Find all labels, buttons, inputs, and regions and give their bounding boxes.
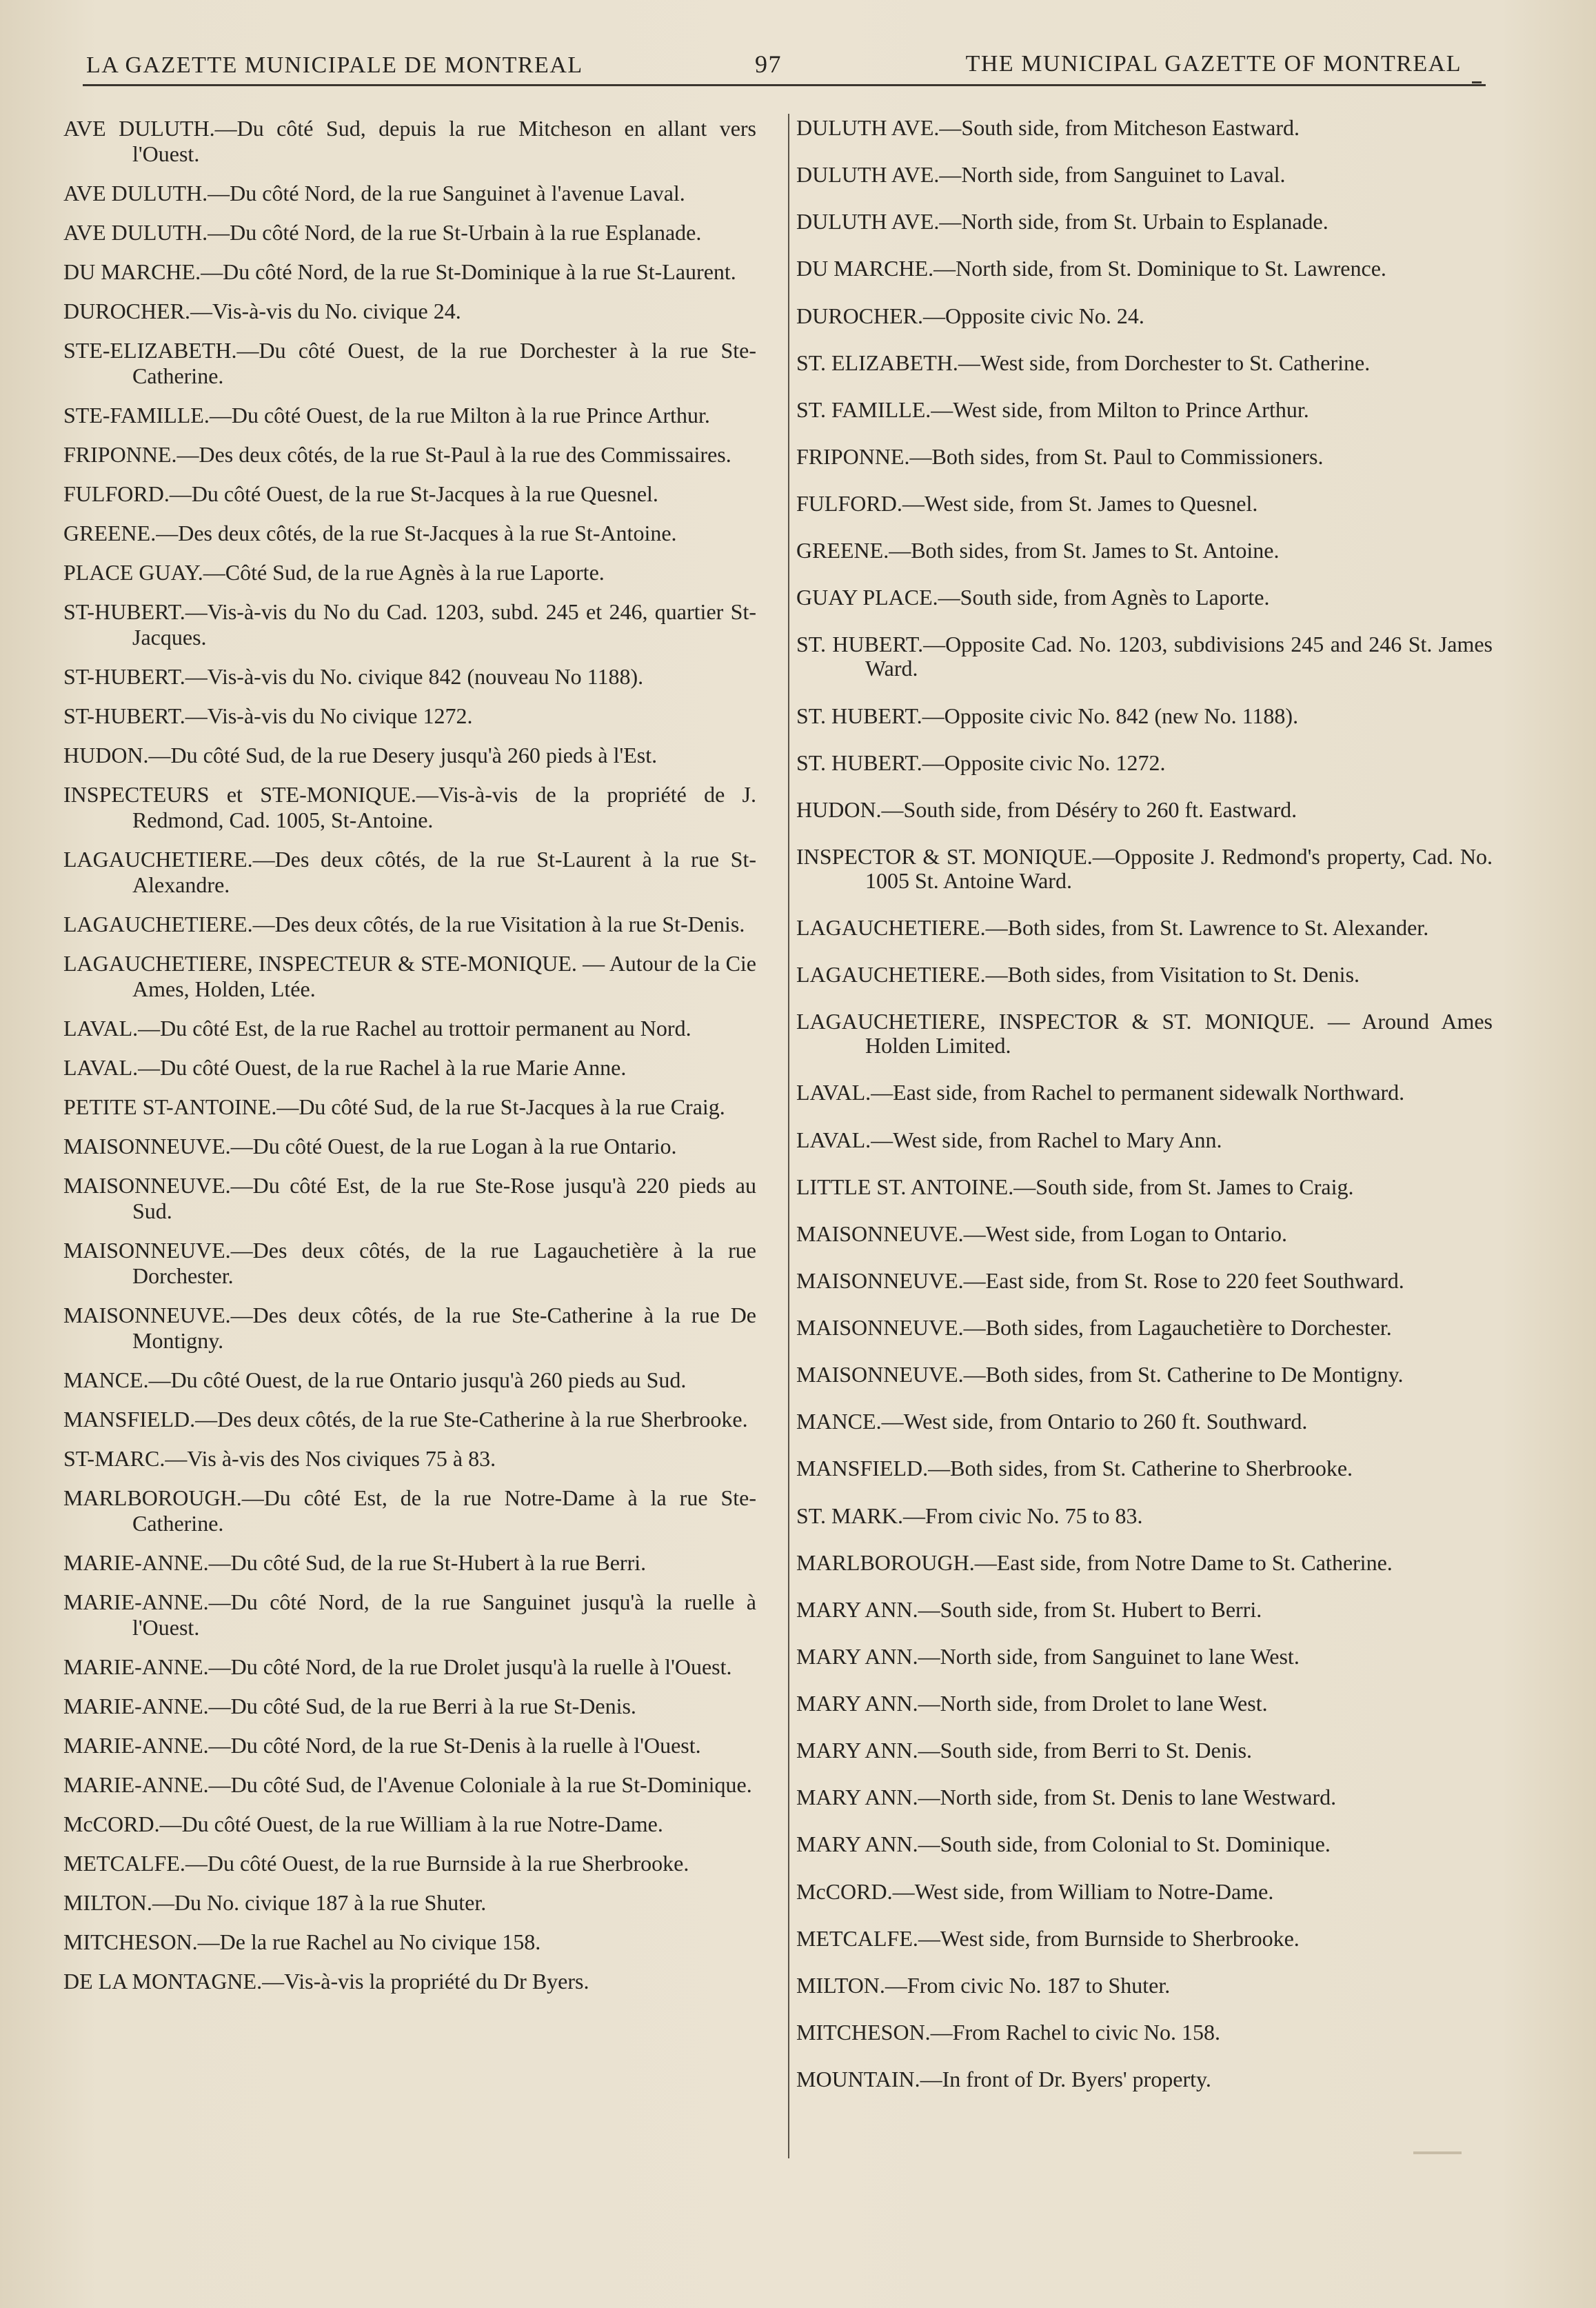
french-entry: LAVAL.—Du côté Ouest, de la rue Rachel à la rue Marie Anne. [63,1055,627,1080]
french-entry: MILTON.—Du No. civique 187 à la rue Shuter. [63,1890,487,1915]
english-entry: LAVAL.—West side, from Rachel to Mary Ann. [796,1127,1222,1152]
english-entry: LAGAUCHETIERE, INSPECTOR & ST. MONIQUE. — Around Ames Holden Limited. [796,1009,1493,1058]
french-entry: MAISONNEUVE.—Du côté Est, de la rue Ste-Rose jusqu'à 220 pieds au Sud. [63,1173,756,1223]
french-entry: METCALFE.—Du côté Ouest, de la rue Burnside à la rue Sherbrooke. [63,1851,689,1876]
french-column [63,116,756,1995]
english-entry: MARY ANN.—North side, from St. Denis to lane Westward. [796,1785,1337,1810]
french-entry: MARIE-ANNE.—Du côté Sud, de l'Avenue Coloniale à la rue St-Dominique. [63,1772,752,1797]
english-entry: FULFORD.—West side, from St. James to Quesnel. [796,491,1258,516]
french-entry: FRIPONNE.—Des deux côtés, de la rue St-Paul à la rue des Commissaires. [63,442,731,467]
french-entry: FULFORD.—Du côté Ouest, de la rue St-Jacques à la rue Quesnel. [63,481,658,506]
french-entry: MARIE-ANNE.—Du côté Nord, de la rue Drolet jusqu'à la ruelle à l'Ouest. [63,1654,732,1679]
english-entry: MOUNTAIN.—In front of Dr. Byers' property. [796,2067,1211,2091]
french-entry: MARIE-ANNE.—Du côté Sud, de la rue Berri à la rue St-Denis. [63,1694,636,1718]
french-entry: MANSFIELD.—Des deux côtés, de la rue Ste-Catherine à la rue Sherbrooke. [63,1407,748,1432]
french-entry: MAISONNEUVE.—Du côté Ouest, de la rue Logan à la rue Ontario. [63,1134,677,1158]
french-entry: ST-MARC.—Vis à-vis des Nos civiques 75 à 83. [63,1446,496,1471]
page-number: 97 [755,50,782,78]
english-entry: ST. HUBERT.—Opposite civic No. 842 (new No. 1188). [796,703,1299,728]
english-entry: MAISONNEUVE.—West side, from Logan to Ontario. [796,1221,1287,1246]
english-entry: MANCE.—West side, from Ontario to 260 ft. Southward. [796,1409,1308,1434]
french-entry: DU MARCHE.—Du côté Nord, de la rue St-Dominique à la rue St-Laurent. [63,259,736,284]
english-entry: MARY ANN.—South side, from Berri to St. Denis. [796,1738,1253,1763]
french-entry: ST-HUBERT.—Vis-à-vis du No. civique 842 (nouveau No 1188). [63,664,644,689]
english-entry: ST. HUBERT.—Opposite Cad. No. 1203, subdivisions 245 and 246 St. James Ward. [796,632,1493,681]
english-entry: MILTON.—From civic No. 187 to Shuter. [796,1972,1171,1998]
english-entry: INSPECTOR & ST. MONIQUE.—Opposite J. Redmond's property, Cad. No. 1005 St. Antoine Ward. [796,843,1493,893]
header-title-english: THE MUNICIPAL GAZETTE OF MONTREAL [965,51,1462,77]
french-entry: DUROCHER.—Vis-à-vis du No. civique 24. [63,299,461,323]
french-entry: MANCE.—Du côté Ouest, de la rue Ontario jusqu'à 260 pieds au Sud. [63,1367,687,1392]
english-entry: MARY ANN.—North side, from Drolet to lane West. [796,1691,1268,1716]
header-title-french: LA GAZETTE MUNICIPALE DE MONTREAL [86,52,583,78]
english-entry: ST. FAMILLE.—West side, from Milton to Prince Arthur. [796,397,1309,422]
french-entry: McCORD.—Du côté Ouest, de la rue William à la rue Notre-Dame. [63,1812,663,1836]
english-entry: ST. MARK.—From civic No. 75 to 83. [796,1503,1143,1528]
french-entry: LAGAUCHETIERE, INSPECTEUR & STE-MONIQUE. — Autour de la Cie Ames, Holden, Ltée. [63,951,756,1001]
printer-mark [1413,2151,1462,2154]
french-entry: AVE DULUTH.—Du côté Sud, depuis la rue Mitcheson en allant vers l'Ouest. [63,116,756,166]
english-column [796,116,1493,2093]
french-entry: ST-HUBERT.—Vis-à-vis du No du Cad. 1203, subd. 245 et 246, quartier St-Jacques. [63,599,756,650]
french-entry: MARIE-ANNE.—Du côté Nord, de la rue Sanguinet jusqu'à la ruelle à l'Ouest. [63,1589,756,1640]
page-header [83,48,1462,83]
english-entry: MARY ANN.—South side, from Colonial to St. Dominique. [796,1832,1331,1857]
header-rule [83,84,1486,86]
english-entry: MAISONNEUVE.—Both sides, from Lagauchetière to Dorchester. [796,1315,1392,1340]
english-entry: MANSFIELD.—Both sides, from St. Catherine to Sherbrooke. [796,1456,1353,1481]
column-divider [788,114,789,2158]
french-entry: LAVAL.—Du côté Est, de la rue Rachel au trottoir permanent au Nord. [63,1016,691,1041]
french-entry: DE LA MONTAGNE.—Vis-à-vis la propriété du Dr Byers. [63,1969,589,1994]
english-entry: LAVAL.—East side, from Rachel to permanent sidewalk Northward. [796,1080,1405,1105]
english-entry: GREENE.—Both sides, from St. James to St. Antoine. [796,538,1280,563]
french-entry: MARIE-ANNE.—Du côté Nord, de la rue St-Denis à la ruelle à l'Ouest. [63,1733,701,1758]
english-entry: MARY ANN.—South side, from St. Hubert to Berri. [796,1596,1262,1622]
english-entry: DULUTH AVE.—North side, from Sanguinet to Laval. [796,162,1286,188]
french-entry: GREENE.—Des deux côtés, de la rue St-Jacques à la rue St-Antoine. [63,521,677,545]
english-entry: HUDON.—South side, from Déséry to 260 ft. Eastward. [796,796,1297,822]
french-entry: MARIE-ANNE.—Du côté Sud, de la rue St-Hubert à la rue Berri. [63,1550,647,1575]
french-entry: HUDON.—Du côté Sud, de la rue Desery jusqu'à 260 pieds à l'Est. [63,743,658,767]
french-entry: STE-ELIZABETH.—Du côté Ouest, de la rue Dorchester à la rue Ste-Catherine. [63,338,756,388]
english-entry: MITCHESON.—From Rachel to civic No. 158. [796,2019,1221,2045]
french-entry: LAGAUCHETIERE.—Des deux côtés, de la rue St-Laurent à la rue St-Alexandre. [63,847,756,897]
english-entry: DULUTH AVE.—South side, from Mitcheson Eastward. [796,115,1300,140]
french-entry: ST-HUBERT.—Vis-à-vis du No civique 1272. [63,703,473,728]
french-entry: PLACE GUAY.—Côté Sud, de la rue Agnès à la rue Laporte. [63,560,605,585]
french-entry: MAISONNEUVE.—Des deux côtés, de la rue Ste-Catherine à la rue De Montigny. [63,1303,756,1353]
english-entry: DUROCHER.—Opposite civic No. 24. [796,303,1144,328]
english-entry: GUAY PLACE.—South side, from Agnès to Laporte. [796,585,1270,610]
english-entry: MAISONNEUVE.—East side, from St. Rose to 220 feet Southward. [796,1267,1404,1293]
french-entry: INSPECTEURS et STE-MONIQUE.—Vis-à-vis de la propriété de J. Redmond, Cad. 1005, St-Antoine. [63,782,756,832]
english-entry: DULUTH AVE.—North side, from St. Urbain to Esplanade. [796,209,1329,234]
english-entry: LAGAUCHETIERE.—Both sides, from Visitation to St. Denis. [796,962,1360,987]
french-entry: MITCHESON.—De la rue Rachel au No civique 158. [63,1929,541,1954]
english-entry: LAGAUCHETIERE.—Both sides, from St. Lawrence to St. Alexander. [796,915,1429,940]
french-entry: LAGAUCHETIERE.—Des deux côtés, de la rue Visitation à la rue St-Denis. [63,912,745,936]
english-entry: MARY ANN.—North side, from Sanguinet to lane West. [796,1643,1300,1669]
french-entry: MARLBOROUGH.—Du côté Est, de la rue Notre-Dame à la rue Ste-Catherine. [63,1485,756,1536]
english-entry: DU MARCHE.—North side, from St. Dominique to St. Lawrence. [796,256,1386,281]
french-entry: AVE DULUTH.—Du côté Nord, de la rue St-Urbain à la rue Esplanade. [63,220,702,245]
header-rule-tick [1472,81,1482,83]
english-entry: McCORD.—West side, from William to Notre-Dame. [796,1878,1274,1904]
english-entry: LITTLE ST. ANTOINE.—South side, from St. James to Craig. [796,1174,1354,1199]
english-entry: FRIPONNE.—Both sides, from St. Paul to Commissioners. [796,443,1324,469]
french-entry: STE-FAMILLE.—Du côté Ouest, de la rue Milton à la rue Prince Arthur. [63,403,710,428]
english-entry: MARLBOROUGH.—East side, from Notre Dame to St. Catherine. [796,1549,1393,1575]
english-entry: MAISONNEUVE.—Both sides, from St. Catherine to De Montigny. [796,1362,1404,1387]
french-entry: PETITE ST-ANTOINE.—Du côté Sud, de la rue St-Jacques à la rue Craig. [63,1094,725,1119]
french-entry: MAISONNEUVE.—Des deux côtés, de la rue Lagauchetière à la rue Dorchester. [63,1238,756,1288]
french-entry: AVE DULUTH.—Du côté Nord, de la rue Sanguinet à l'avenue Laval. [63,181,685,205]
english-entry: METCALFE.—West side, from Burnside to Sherbrooke. [796,1925,1300,1951]
english-entry: ST. HUBERT.—Opposite civic No. 1272. [796,750,1166,775]
english-entry: ST. ELIZABETH.—West side, from Dorchester to St. Catherine. [796,350,1371,375]
